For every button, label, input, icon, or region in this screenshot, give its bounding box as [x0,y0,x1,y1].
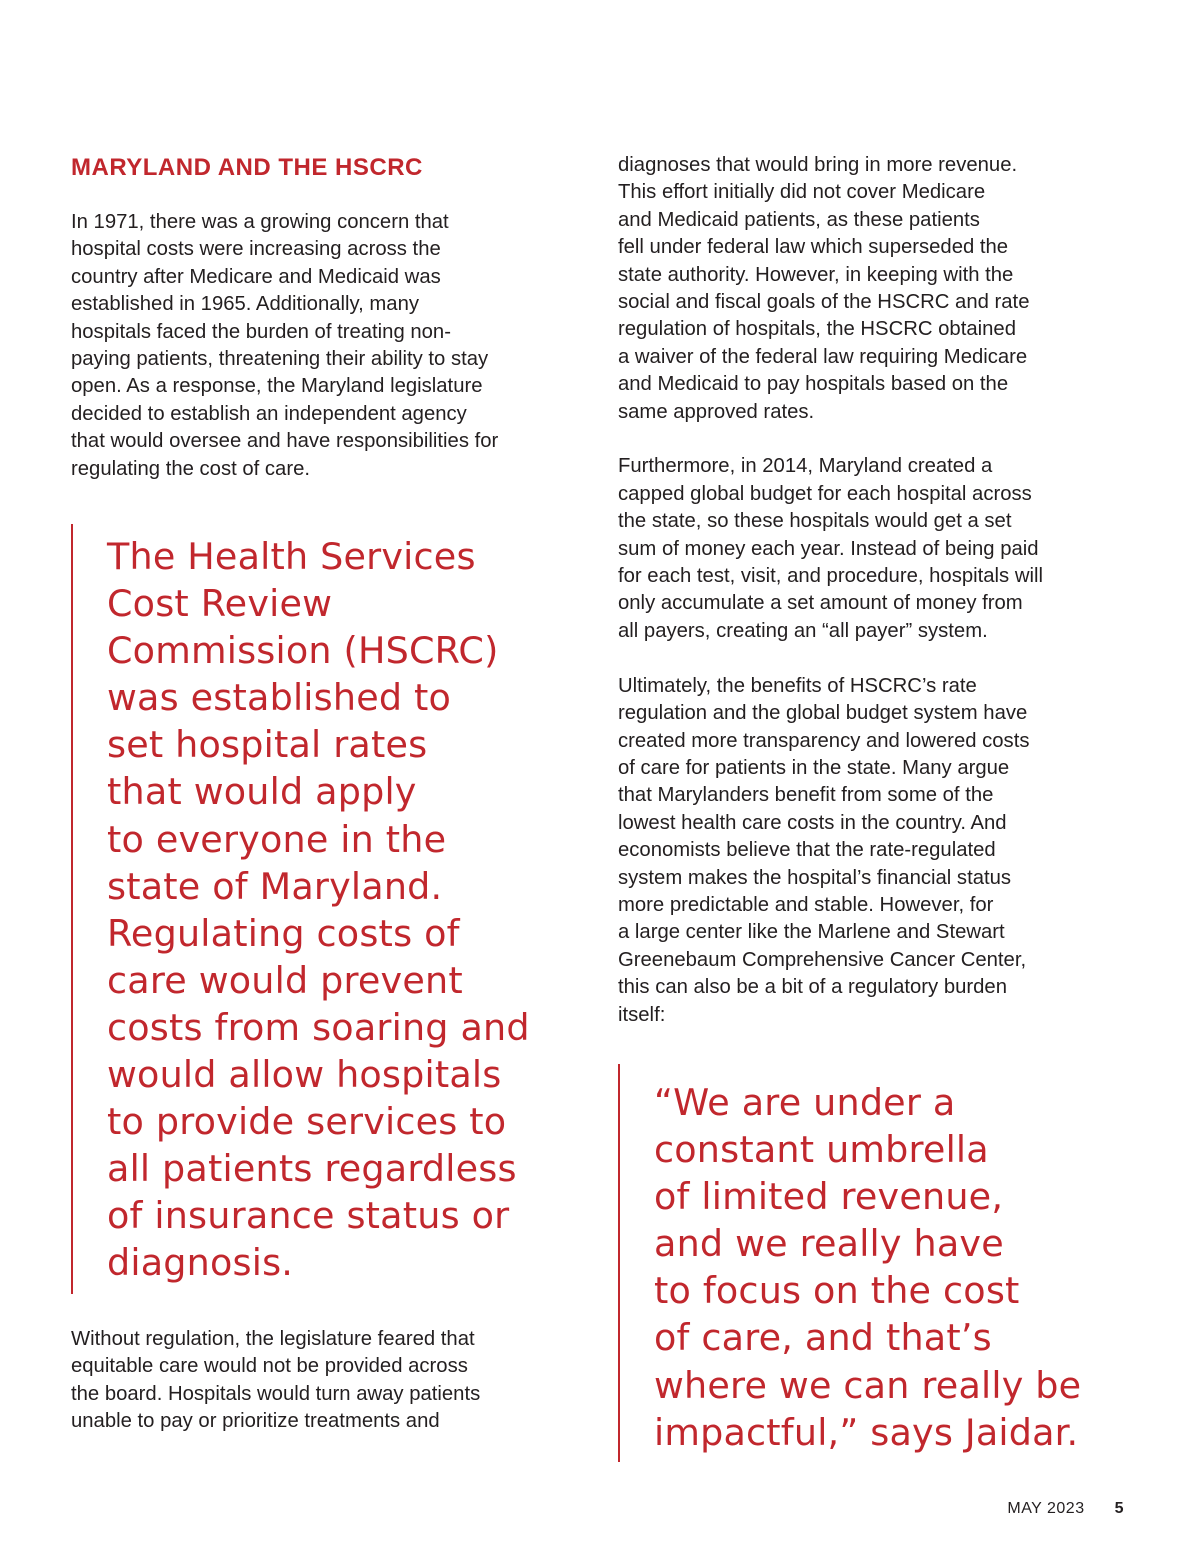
body-paragraph-diagnoses: diagnoses that would bring in more revenue. This effort initially did not cover Medicare and Medicaid patients, as these patients fell under federal law which superseded the state authority. However, in keeping with the social and fiscal goals of the HSCRC and rate regulation of hospitals, the HSCRC obtained a waiver of the federal law requiring Medicare and Medicaid to pay hospitals based on the same approved rates. [618,154,1030,423]
body-paragraph-benefits: Ultimately, the benefits of HSCRC’s rate regulation and the global budget system have created more transparency and lowered costs of care for patients in the state. Many argue that Marylanders benefit from some of the lowest health care costs in the country. And economists believe that the rate-regulated system makes the hospital’s financial status more predictable and stable. However, for a large center like the Marlene and Stewart Greenebaum Comprehensive Cancer Center, this can also be a bit of a regulatory burden itself: [618,674,1030,1026]
body-paragraph-intro: In 1971, there was a growing concern that hospital costs were increasing across the country after Medicare and Medicaid was established in 1965. Additionally, many hospitals faced the burden of treating non- paying patients, threatening their ability to stay open. As a response, the Maryland legislature decided to establish an independent agency that would oversee and have responsibilities for regulating the cost of care. [71,211,499,480]
pull-quote-text: The Health Services Cost Review Commission (HSCRC) was established to set hospital rates that would apply to everyone in the state of Maryland. Regulating costs of care would prevent costs from soaring and would allow hospitals to provide services to all patients regardless of insurance status or diagnosis. [107,535,530,1285]
issue-date: MAY 2023 [1007,1500,1085,1517]
body-paragraph-global-budget: Furthermore, in 2014, Maryland created a capped global budget for each hospital across the state, so these hospitals would get a set sum of money each year. Instead of being paid for each test, visit, and procedure, hospitals will only accumulate a set amount of money from all payers, creating an “all payer” system. [618,455,1043,642]
right-column [618,152,1138,1029]
left-column-bottom [71,1326,586,1436]
pull-quote-jaidar [618,1064,1158,1462]
section-heading: MARYLAND AND THE HSCRC [71,154,423,181]
body-paragraph-regulation: Without regulation, the legislature feared that equitable care would not be provided across the board. Hospitals would turn away patients unable to pay or prioritize treatments and [71,1328,481,1433]
page-number: 5 [1114,1500,1124,1517]
page-footer [1007,1497,1124,1521]
pull-quote-text: “We are under a constant umbrella of limited revenue, and we really have to focus on the cost of care, and that’s where we can really be impactful,” says Jaidar. [654,1081,1082,1454]
pull-quote-hscrc [71,524,586,1294]
left-column [71,152,586,483]
